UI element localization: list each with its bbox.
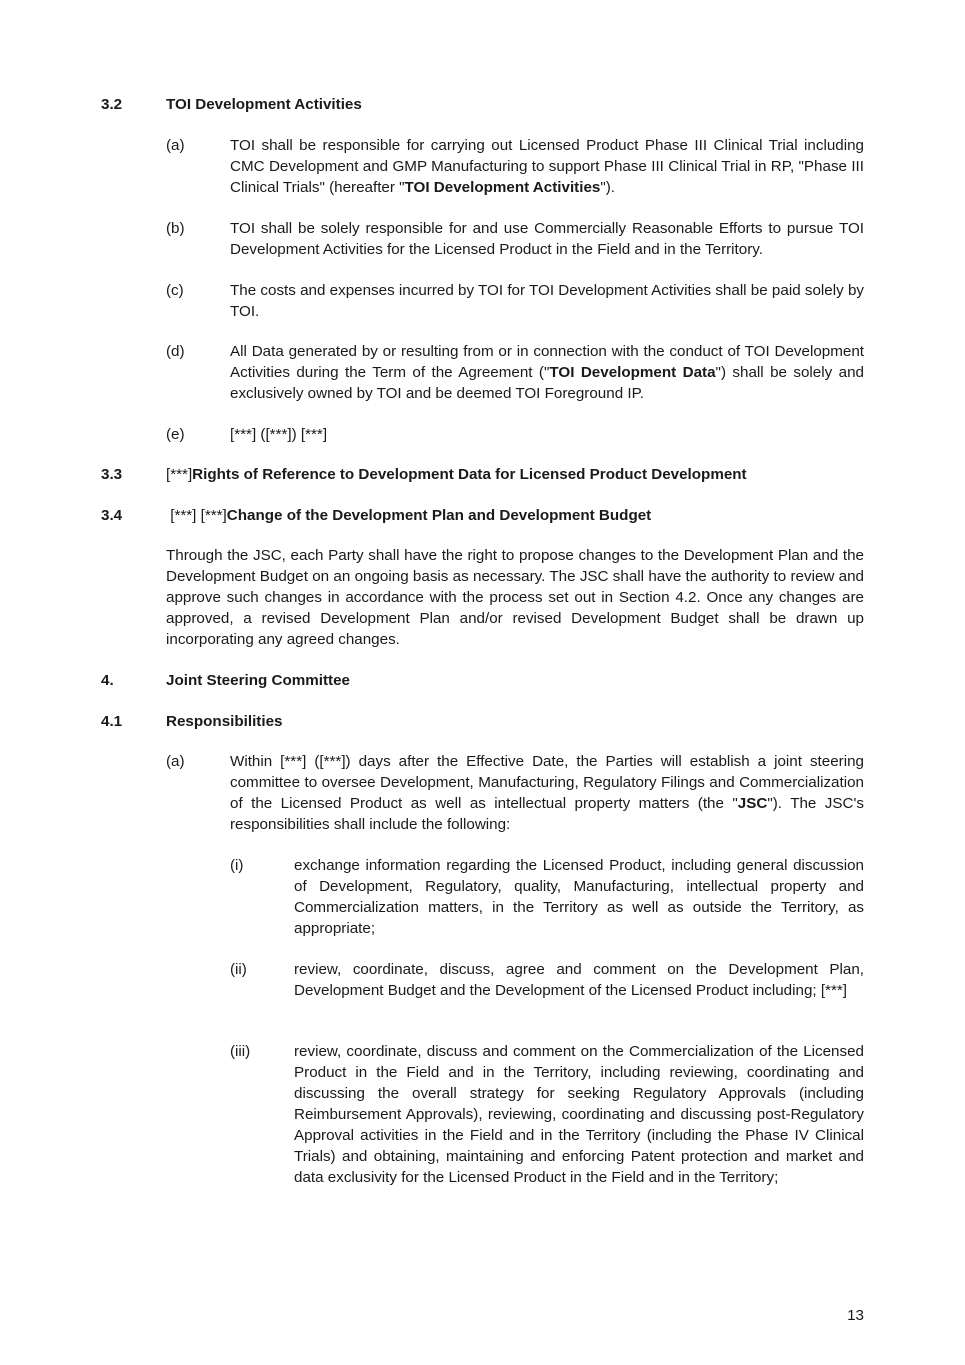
section-number: 4.	[101, 672, 114, 689]
section-number: 3.3	[101, 466, 123, 483]
clause-text: The costs and expenses incurred by TOI for TOI Development Activities shall be paid solely by TOI.	[230, 282, 864, 320]
clause-label: (iii)	[230, 1043, 251, 1060]
clause-text: [***] ([***]) [***]	[230, 426, 328, 443]
clause-text: TOI shall be solely responsible for and use Commercially Reasonable Efforts to pursue TOI Development Activities for the Licensed Product in the Field and in the Territory.	[230, 220, 864, 258]
defined-term: JSC	[737, 795, 768, 812]
section-title: Responsibilities	[166, 713, 283, 730]
clause-label: (d)	[166, 343, 185, 360]
section-title: [***] [***]Change of the Development Plan and Development Budget	[166, 507, 652, 524]
clause-label: (c)	[166, 282, 184, 299]
section-number: 4.1	[101, 713, 123, 730]
section-title: TOI Development Activities	[166, 96, 362, 113]
clause-label: (i)	[230, 857, 244, 874]
section-title: [***]Rights of Reference to Development Data for Licensed Product Development	[166, 466, 747, 483]
section-3-4-paragraph: Through the JSC, each Party shall have the right to propose changes to the Development Plan and the Development Budget on an ongoing basis as necessary. The JSC shall have the authority to review and approve such changes in accordance with the process set out in Section 4.2. Once any changes are approved, a revised Development Plan and/or revised Development Budget shall be drawn up incorporating any agreed changes.	[166, 547, 864, 648]
clause-text: All Data generated by or resulting from or in connection with the conduct of TOI Development Activities during the Term of the Agreement ("TOI Development Data") shall be solely and exclusively owned by TOI and be deemed TOI Foreground IP.	[230, 343, 864, 402]
page-number: 13	[847, 1307, 864, 1324]
clause-text: review, coordinate, discuss, agree and comment on the Development Plan, Development Budget and the Development of the Licensed Product including; [***]	[294, 961, 864, 999]
section-number: 3.4	[101, 507, 123, 524]
section-number: 3.2	[101, 96, 123, 113]
clause-text: Within [***] ([***]) days after the Effective Date, the Parties will establish a joint steering committee to oversee Development, Manufacturing, Regulatory Filings and Commercialization of the Licensed Product as well as intellectual property matters (the "JSC"). The JSC's responsibilities shall include the following:	[230, 753, 864, 833]
clause-label: (b)	[166, 220, 185, 237]
defined-term: TOI Development Activities	[404, 179, 601, 196]
clause-label: (a)	[166, 753, 185, 770]
clause-label: (a)	[166, 137, 185, 154]
clause-text: TOI shall be responsible for carrying out Licensed Product Phase III Clinical Trial including CMC Development and GMP Manufacturing to support Phase III Clinical Trial in RP, "Phase III Clinical Trials" (hereafter "TOI Development Activities").	[230, 137, 864, 196]
clause-text: exchange information regarding the Licensed Product, including general discussion of Development, Regulatory, quality, Manufacturing, intellectual property and Commercialization matters, in the Territory as well as outside the Territory, as appropriate;	[294, 857, 864, 937]
clause-text: review, coordinate, discuss and comment on the Commercialization of the Licensed Product in the Field and in the Territory, including reviewing, coordinating and discussing the overall strategy for seeking Regulatory Approvals (including Reimbursement Approvals), reviewing, coordinating and discussing post-Regulatory Approval activities in the Field and in the Territory (including the Phase IV Clinical Trials) and obtaining, maintaining and enforcing Patent protection and market and data exclusivity for the Licensed Product in the Field and in the Territory;	[294, 1043, 864, 1186]
defined-term: TOI Development Data	[549, 364, 716, 381]
clause-label: (ii)	[230, 961, 247, 978]
clause-label: (e)	[166, 426, 185, 443]
section-title: Joint Steering Committee	[166, 672, 350, 689]
